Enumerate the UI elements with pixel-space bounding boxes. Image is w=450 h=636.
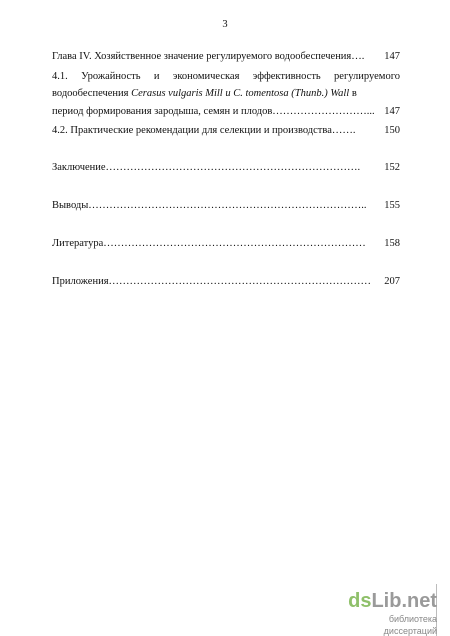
- toc-entry-page: 152: [384, 162, 400, 173]
- watermark-logo[interactable]: [343, 590, 437, 636]
- toc-entry-page: 207: [384, 276, 400, 287]
- toc-entry-4-2[interactable]: [52, 124, 400, 137]
- toc-entry-title: 4.2. Практические рекомендации для селекции и производства…….: [52, 125, 356, 136]
- toc-entry-page: 147: [384, 106, 400, 117]
- toc-entry-title: Выводы……………………………………………………………………..: [52, 200, 367, 211]
- toc-entry-findings[interactable]: [52, 199, 400, 212]
- toc-entry-4-1-line-3: [52, 105, 400, 118]
- toc-entry-chapter-4[interactable]: [52, 50, 400, 63]
- toc-entry-literature[interactable]: [52, 237, 400, 250]
- toc-entry-text: водообеспечения: [52, 88, 132, 99]
- toc-entry-4-1-line-1[interactable]: [52, 70, 400, 83]
- toc-entry-title: 4.1. Урожайность и экономическая эффективность регулируемого: [52, 71, 400, 82]
- toc-entry-page: 147: [384, 51, 400, 62]
- logo-subtitle: библиотека диссертаций: [383, 614, 437, 636]
- toc-entry-title: период формирования зародыша, семян и плодов………………………...: [52, 106, 375, 117]
- logo-part-ds: ds: [348, 590, 372, 612]
- species-names: Cerasus vulgaris Mill и C. tomentosa (Thunb.) Wall: [131, 88, 350, 99]
- toc-entry-page: 158: [384, 238, 400, 249]
- logo-text: [343, 590, 437, 612]
- toc-entry-appendices[interactable]: [52, 275, 400, 288]
- toc-entry-title: Литература…………………………………………………………………: [52, 238, 366, 249]
- toc-entry-4-1-line-2: [52, 87, 400, 100]
- toc-entry-title: Приложения…………………………………………………………………: [52, 276, 372, 287]
- toc-entry-page: 155: [384, 200, 400, 211]
- toc-entry-title: Глава IV. Хозяйственное значение регулируемого водообеспечения….: [52, 51, 365, 62]
- toc-entry-conclusion[interactable]: [52, 161, 400, 174]
- toc-entry-text: в: [349, 88, 357, 99]
- logo-part-lib: Lib.net: [371, 590, 437, 612]
- toc-entry-title: Заключение……………………………………………………………….: [52, 162, 361, 173]
- page-number: 3: [222, 19, 228, 30]
- toc-entry-page: 150: [384, 125, 400, 136]
